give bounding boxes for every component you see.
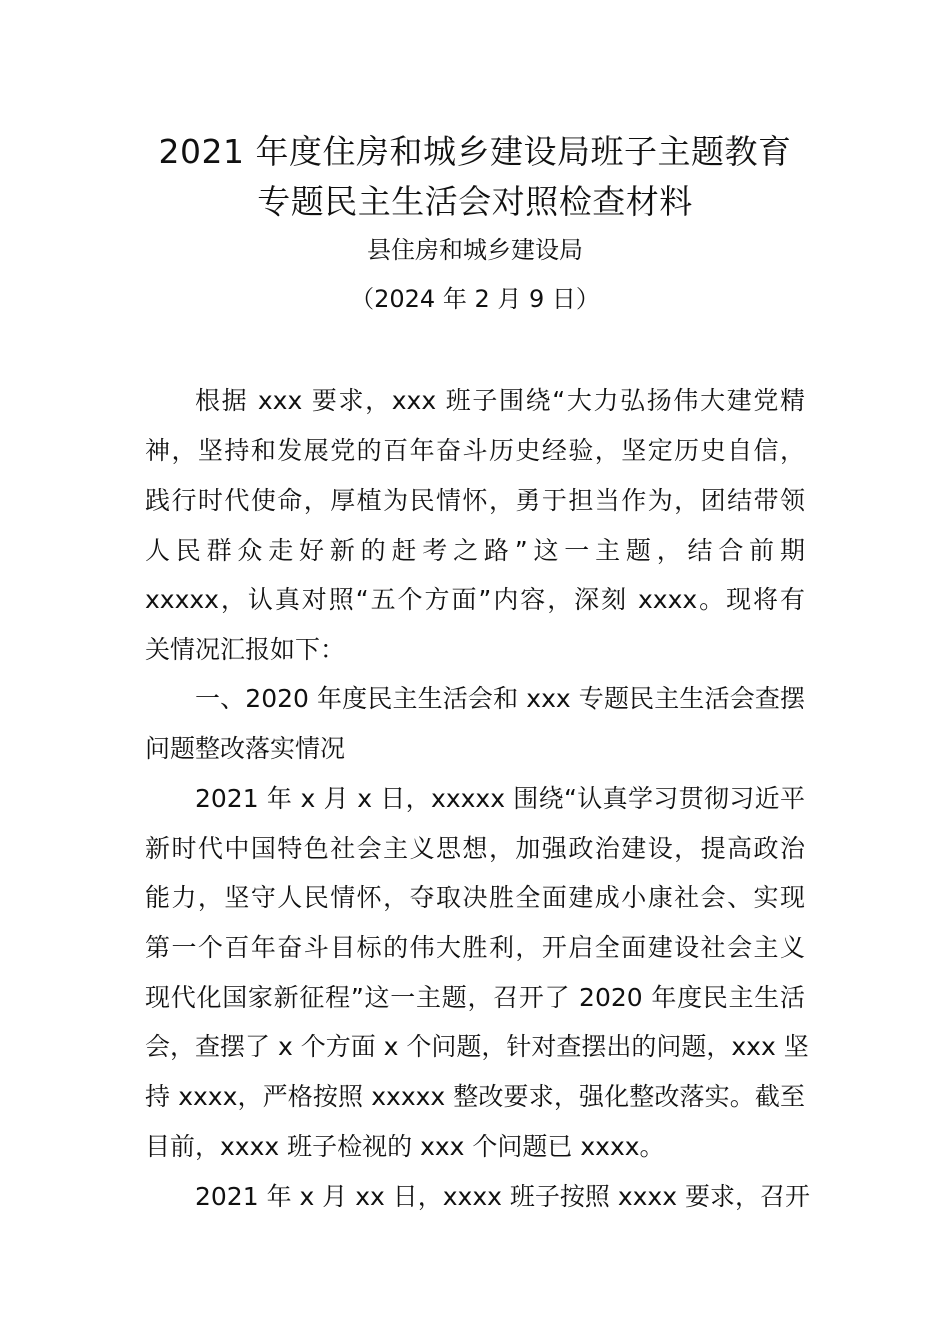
body-line: 关情况汇报如下： — [145, 635, 346, 664]
body-line: 践行时代使命，厚植为民情怀，勇于担当作为，团结带领 — [145, 486, 805, 515]
body-line: 2021 年 x 月 xx 日，xxxx 班子按照 xxxx 要求，召开 — [195, 1182, 810, 1211]
document-date: （2024 年 2 月 9 日） — [350, 285, 600, 313]
section-heading-line-2: 问题整改落实情况 — [145, 734, 346, 763]
body-line: 现代化国家新征程”这一主题，召开了 2020 年度民主生活 — [145, 983, 805, 1012]
organization-name: 县住房和城乡建设局 — [367, 236, 583, 264]
body-line: 会，查摆了 x 个方面 x 个问题，针对查摆出的问题，xxx 坚 — [145, 1032, 809, 1061]
section-heading-line-1: 一、2020 年度民主生活会和 xxx 专题民主生活会查摆 — [195, 684, 805, 713]
body-line: 持 xxxx，严格按照 xxxxx 整改要求，强化整改落实。截至 — [145, 1082, 805, 1111]
body-line: 根据 xxx 要求，xxx 班子围绕“大力弘扬伟大建党精 — [195, 386, 805, 415]
body-line: 第一个百年奋斗目标的伟大胜利，开启全面建设社会主义 — [145, 933, 805, 962]
body-line: 能力，坚守人民情怀，夺取决胜全面建成小康社会、实现 — [145, 883, 805, 912]
document-title-line-2: 专题民主生活会对照检查材料 — [257, 182, 693, 221]
body-line: 2021 年 x 月 x 日，xxxxx 围绕“认真学习贯彻习近平 — [195, 784, 805, 813]
body-line: xxxxx，认真对照“五个方面”内容，深刻 xxxx。现将有 — [145, 585, 805, 614]
document-title-line-1: 2021 年度住房和城乡建设局班子主题教育 — [158, 132, 792, 171]
body-line: 新时代中国特色社会主义思想，加强政治建设，提高政治 — [145, 834, 805, 863]
body-line: 人民群众走好新的赶考之路”这一主题，结合前期 — [145, 536, 805, 565]
body-line: 目前，xxxx 班子检视的 xxx 个问题已 xxxx。 — [145, 1132, 665, 1161]
body-line: 神，坚持和发展党的百年奋斗历史经验，坚定历史自信， — [145, 436, 805, 465]
